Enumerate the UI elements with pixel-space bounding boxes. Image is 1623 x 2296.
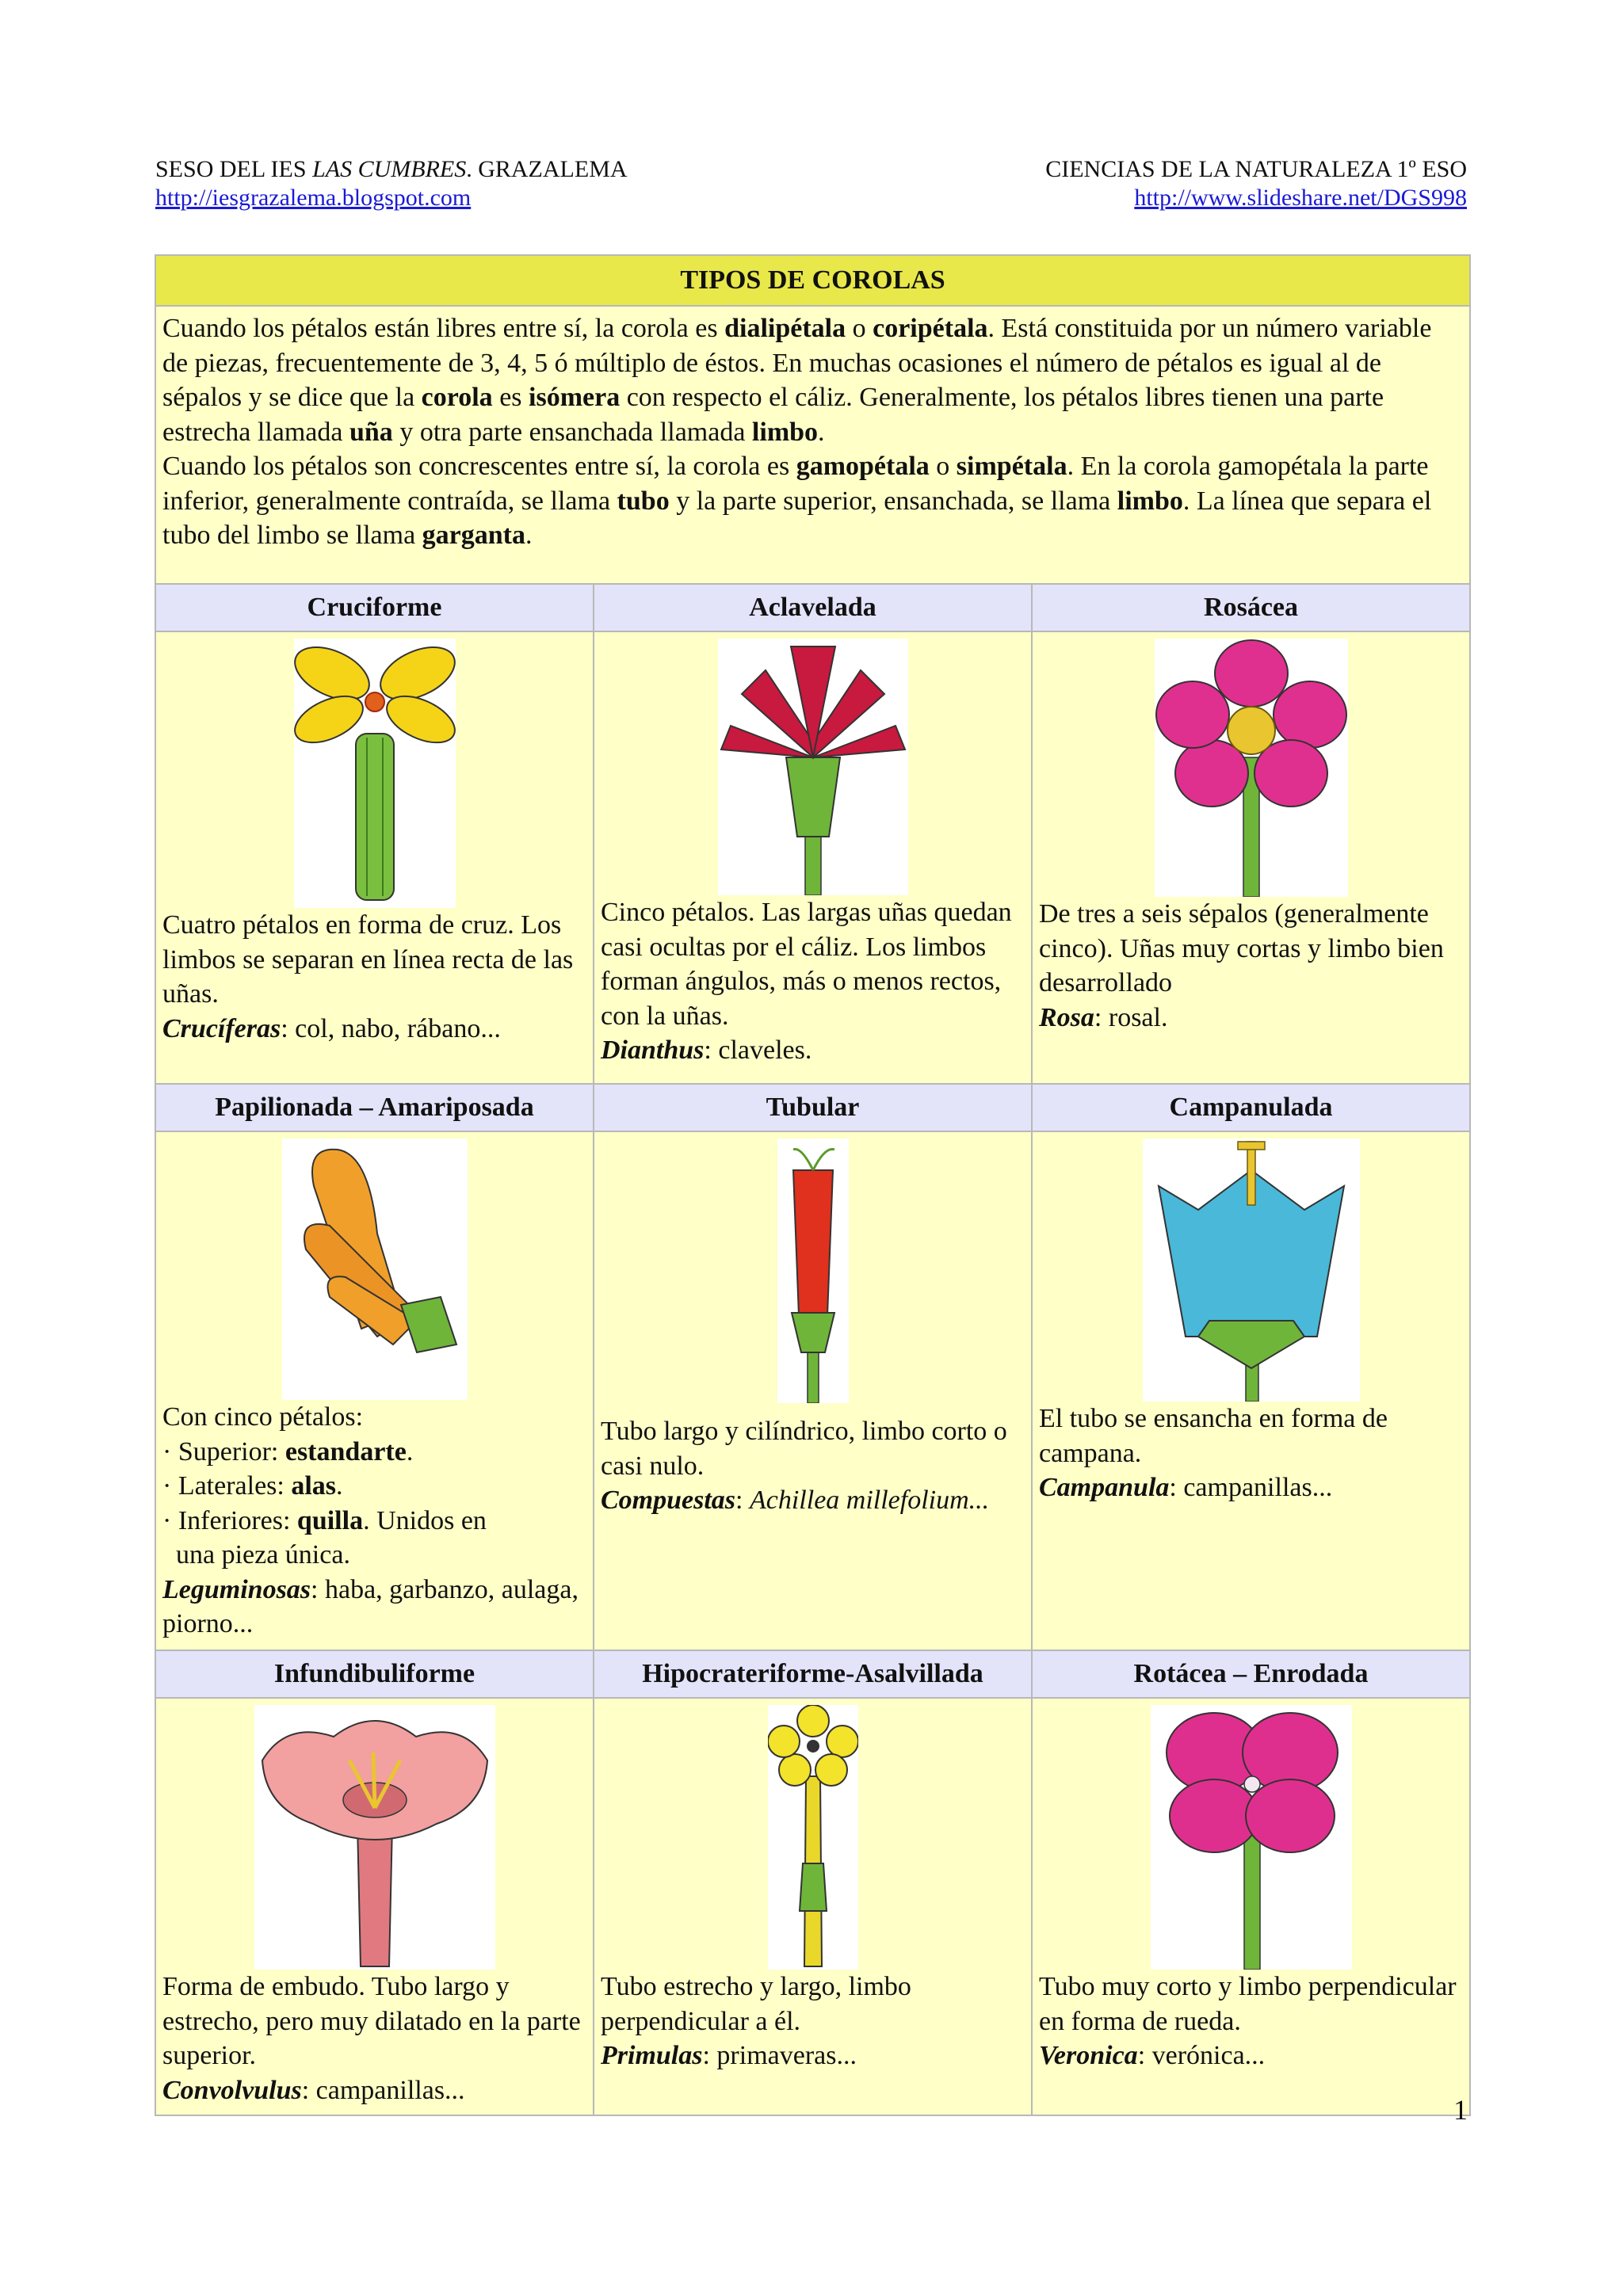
description-campanulada: El tubo se ensancha en forma de campana. Campanula: campanillas... <box>1039 1404 1388 1502</box>
cell-infundibuliforme <box>155 1698 594 2115</box>
carnation-flower-image <box>718 639 908 895</box>
corolla-types-table <box>155 254 1471 2116</box>
slideshare-link[interactable]: http://www.slideshare.net/DGS998 <box>1134 185 1467 211</box>
cruciform-flower-image <box>294 639 456 908</box>
header-left <box>155 155 628 212</box>
cell-cruciforme <box>155 631 594 1084</box>
description-rosacea: De tres a seis sépalos (generalmente cinco). Uñas muy cortas y limbo bien desarrollado Rosa: rosal. <box>1039 899 1444 1032</box>
cell-tubular <box>594 1131 1032 1650</box>
description-rotacea: Tubo muy corto y limbo perpendicular en forma de rueda. Veronica: verónica... <box>1039 1972 1457 2070</box>
tubular-flower-image <box>777 1138 849 1403</box>
cell-rosacea <box>1032 631 1470 1084</box>
funnel-flower-image <box>254 1705 495 1970</box>
school-name: SESO DEL IES <box>155 156 313 182</box>
description-infundibuliforme: Forma de embudo. Tubo largo y estrecho, pero muy dilatado en la parte superior. Convolvulus: campanillas... <box>162 1972 581 2105</box>
description-papilionada: Con cinco pétalos: · Superior: estandarte. · Laterales: alas. · Inferiores: quilla. Unidos en una pieza única. Leguminosas: haba, garbanzo, aulaga, piorno... <box>162 1402 579 1638</box>
bellflower-image <box>1143 1138 1360 1402</box>
type-name-cruciforme: Cruciforme <box>155 584 594 631</box>
salverform-flower-image <box>768 1705 858 1970</box>
page-number: 1 <box>1453 2094 1468 2126</box>
papilionaceous-flower-image <box>282 1138 468 1400</box>
blog-link[interactable]: http://iesgrazalema.blogspot.com <box>155 185 472 211</box>
rotate-flower-image <box>1151 1705 1352 1970</box>
cell-papilionada <box>155 1131 594 1650</box>
type-name-tubular: Tubular <box>594 1084 1032 1131</box>
cell-aclavelada <box>594 631 1032 1084</box>
type-name-campanulada: Campanulada <box>1032 1084 1470 1131</box>
type-name-hipocrateriforme: Hipocrateriforme-Asalvillada <box>594 1650 1032 1698</box>
description-aclavelada: Cinco pétalos. Las largas uñas quedan casi ocultas por el cáliz. Los limbos forman ángulos, más o menos rectos, con la uñas. Dianthus: claveles. <box>601 898 1012 1065</box>
school-name-italic: LAS CUMBRES <box>312 156 467 182</box>
type-name-papilionada: Papilionada – Amariposada <box>155 1084 594 1131</box>
table-title: TIPOS DE COROLAS <box>155 255 1470 306</box>
description-cruciforme: Cuatro pétalos en forma de cruz. Los limbos se separan en línea recta de las uñas. Crucíferas: col, nabo, rábano... <box>162 910 574 1043</box>
type-name-rosacea: Rosácea <box>1032 584 1470 631</box>
school-town: . GRAZALEMA <box>466 156 628 182</box>
cell-rotacea <box>1032 1698 1470 2115</box>
description-hipocrateriforme: Tubo estrecho y largo, limbo perpendicular a él. Primulas: primaveras... <box>601 1972 911 2070</box>
rose-flower-image <box>1155 639 1348 897</box>
type-name-rotacea: Rotácea – Enrodada <box>1032 1650 1470 1698</box>
header-right <box>1045 155 1467 212</box>
type-name-infundibuliforme: Infundibuliforme <box>155 1650 594 1698</box>
intro-paragraph: Cuando los pétalos están libres entre sí, la corola es dialipétala o coripétala. Está constituida por un número variable de piezas, frecuentemente de 3, 4, 5 ó múltiplo de éstos. En muchas ocasiones el número de pétalos es igual al de sépalos y se dice que la corola es isómera con respecto el cáliz. Generalmente, los pétalos libres tienen una parte estrecha llamada uña y otra parte ensanchada llamada limbo. Cuando los pétalos son concrescentes entre sí, la corola es gamopétala o simpétala. En la corola gamopétala la parte inferior, generalmente contraída, se llama tubo y la parte superior, ensanchada, se llama limbo. La línea que separa el tubo del limbo se llama garganta. <box>155 306 1470 584</box>
description-tubular: Tubo largo y cilíndrico, limbo corto o casi nulo. Compuestas: Achillea millefolium... <box>601 1417 1007 1515</box>
course-title: CIENCIAS DE LA NATURALEZA 1º ESO <box>1045 156 1467 182</box>
type-name-aclavelada: Aclavelada <box>594 584 1032 631</box>
cell-campanulada <box>1032 1131 1470 1650</box>
cell-hipocrateriforme <box>594 1698 1032 2115</box>
